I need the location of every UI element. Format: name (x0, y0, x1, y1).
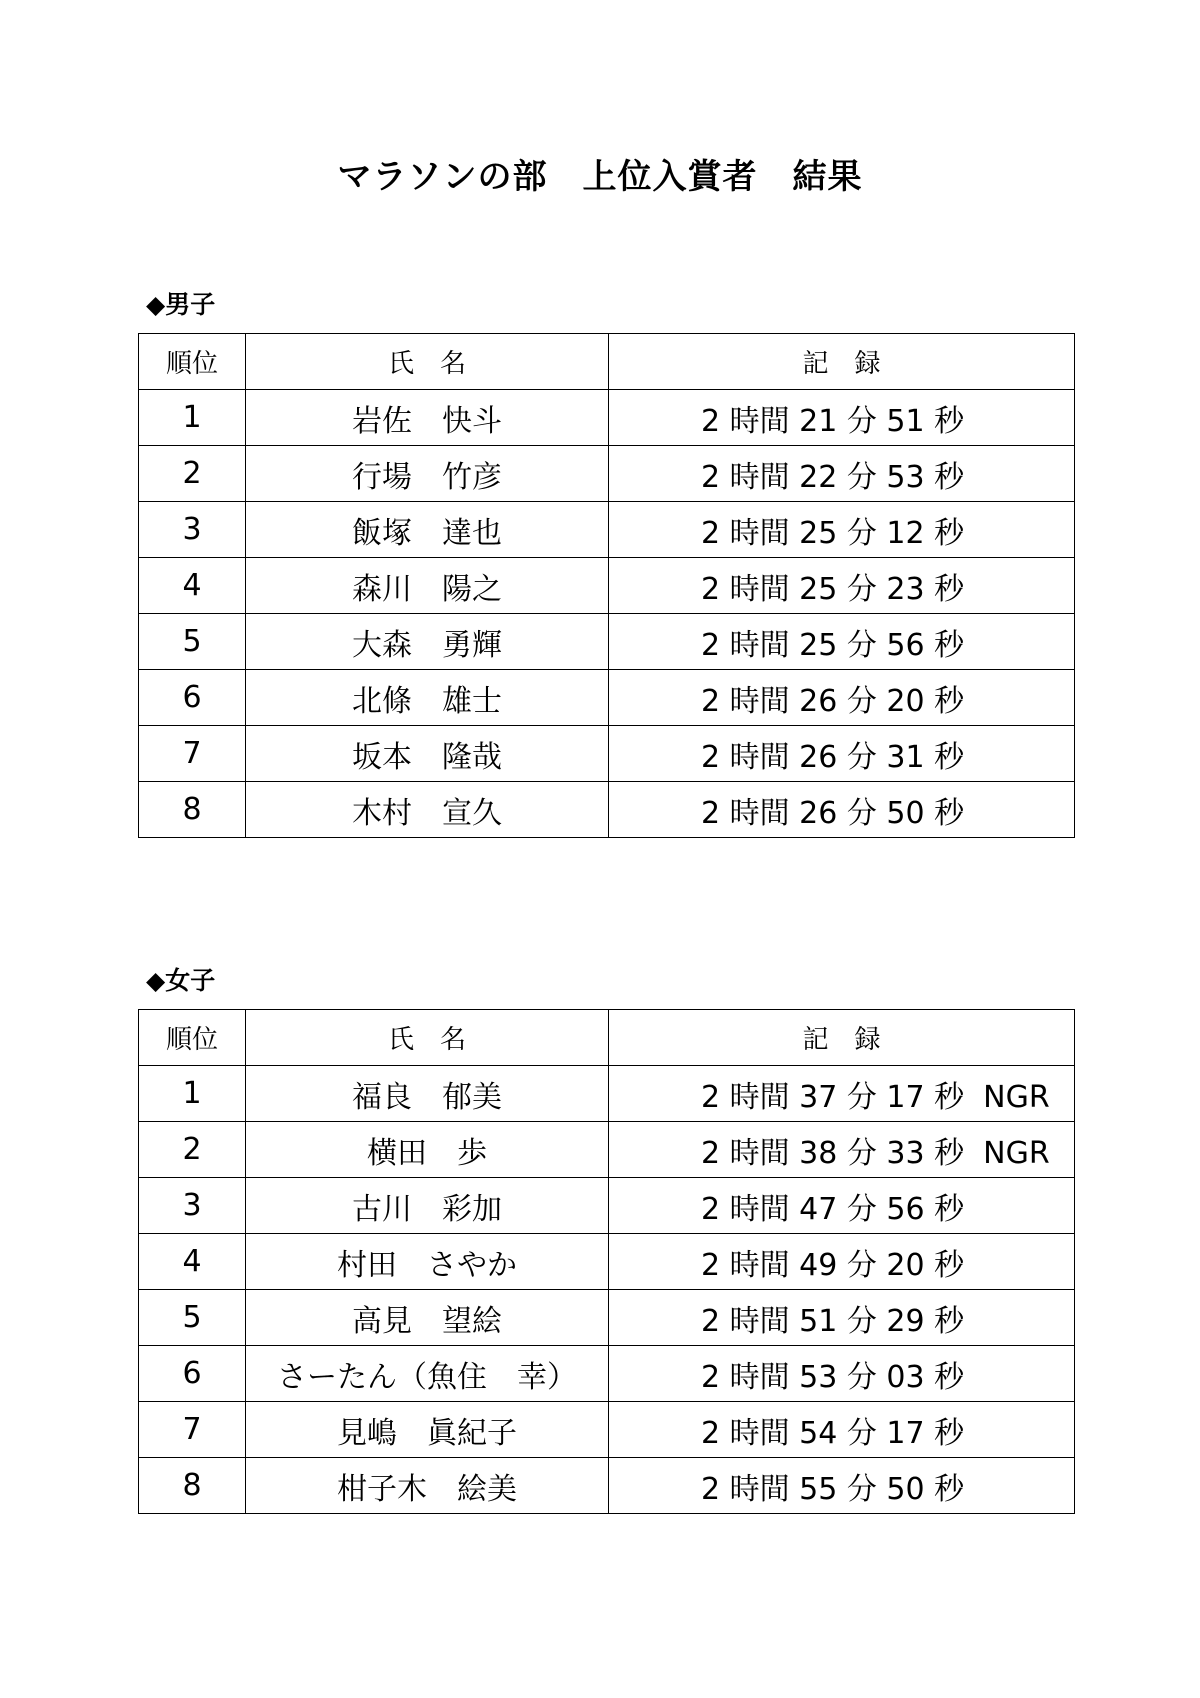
table-row (139, 670, 1075, 726)
table-row (139, 502, 1075, 558)
rank-cell: 2 (139, 446, 246, 502)
record-cell: 2 時間 22 分 53 秒 (609, 446, 1075, 502)
rank-cell: 8 (139, 782, 246, 838)
record-cell: 2 時間 53 分 03 秒 (609, 1346, 1075, 1402)
table-row (139, 614, 1075, 670)
record-header: 記 録 (609, 334, 1075, 390)
rank-cell: 3 (139, 502, 246, 558)
rank-cell: 6 (139, 1346, 246, 1402)
rank-cell: 7 (139, 1402, 246, 1458)
rank-cell: 3 (139, 1178, 246, 1234)
name-cell: 木村 宣久 (246, 782, 609, 838)
name-cell: 飯塚 達也 (246, 502, 609, 558)
record-cell: 2 時間 37 分 17 秒 NGR (609, 1066, 1075, 1122)
rank-header: 順位 (139, 334, 246, 390)
name-cell: 福良 郁美 (246, 1066, 609, 1122)
record-header: 記 録 (609, 1010, 1075, 1066)
table-row (139, 558, 1075, 614)
men-results-table (138, 333, 1075, 838)
table-row (139, 726, 1075, 782)
page-title: マラソンの部 上位入賞者 結果 (337, 157, 863, 197)
table-row (139, 390, 1075, 446)
record-cell: 2 時間 25 分 23 秒 (609, 558, 1075, 614)
rank-cell: 1 (139, 390, 246, 446)
rank-cell: 7 (139, 726, 246, 782)
name-cell: 北條 雄士 (246, 670, 609, 726)
rank-cell: 2 (139, 1122, 246, 1178)
rank-header: 順位 (139, 1010, 246, 1066)
table-row (139, 1346, 1075, 1402)
rank-cell: 4 (139, 1234, 246, 1290)
name-cell: 村田 さやか (246, 1234, 609, 1290)
record-cell: 2 時間 49 分 20 秒 (609, 1234, 1075, 1290)
rank-cell: 4 (139, 558, 246, 614)
women-results-table (138, 1009, 1075, 1514)
table-row (139, 782, 1075, 838)
table-row (139, 1234, 1075, 1290)
name-cell: 行場 竹彦 (246, 446, 609, 502)
table-row (139, 1178, 1075, 1234)
rank-cell: 5 (139, 1290, 246, 1346)
table-header-row (139, 1010, 1075, 1066)
record-cell: 2 時間 25 分 12 秒 (609, 502, 1075, 558)
table-row (139, 446, 1075, 502)
name-cell: 横田 歩 (246, 1122, 609, 1178)
table-header-row (139, 334, 1075, 390)
record-cell: 2 時間 21 分 51 秒 (609, 390, 1075, 446)
rank-cell: 6 (139, 670, 246, 726)
name-cell: 大森 勇輝 (246, 614, 609, 670)
table-row (139, 1290, 1075, 1346)
women-section-label: ◆女子 (146, 966, 216, 995)
table-row (139, 1066, 1075, 1122)
name-cell: 古川 彩加 (246, 1178, 609, 1234)
record-cell: 2 時間 54 分 17 秒 (609, 1402, 1075, 1458)
record-cell: 2 時間 51 分 29 秒 (609, 1290, 1075, 1346)
rank-cell: 8 (139, 1458, 246, 1514)
rank-cell: 5 (139, 614, 246, 670)
record-cell: 2 時間 26 分 50 秒 (609, 782, 1075, 838)
table-row (139, 1458, 1075, 1514)
record-cell: 2 時間 26 分 31 秒 (609, 726, 1075, 782)
name-cell: さーたん（魚住 幸） (246, 1346, 609, 1402)
name-header: 氏 名 (246, 334, 609, 390)
record-cell: 2 時間 25 分 56 秒 (609, 614, 1075, 670)
record-cell: 2 時間 38 分 33 秒 NGR (609, 1122, 1075, 1178)
men-section-label: ◆男子 (146, 290, 216, 319)
name-cell: 高見 望絵 (246, 1290, 609, 1346)
record-cell: 2 時間 47 分 56 秒 (609, 1178, 1075, 1234)
table-row (139, 1122, 1075, 1178)
record-cell: 2 時間 55 分 50 秒 (609, 1458, 1075, 1514)
name-cell: 森川 陽之 (246, 558, 609, 614)
name-cell: 岩佐 快斗 (246, 390, 609, 446)
name-cell: 見嶋 眞紀子 (246, 1402, 609, 1458)
name-header: 氏 名 (246, 1010, 609, 1066)
record-cell: 2 時間 26 分 20 秒 (609, 670, 1075, 726)
name-cell: 坂本 隆哉 (246, 726, 609, 782)
name-cell: 柑子木 絵美 (246, 1458, 609, 1514)
table-row (139, 1402, 1075, 1458)
rank-cell: 1 (139, 1066, 246, 1122)
